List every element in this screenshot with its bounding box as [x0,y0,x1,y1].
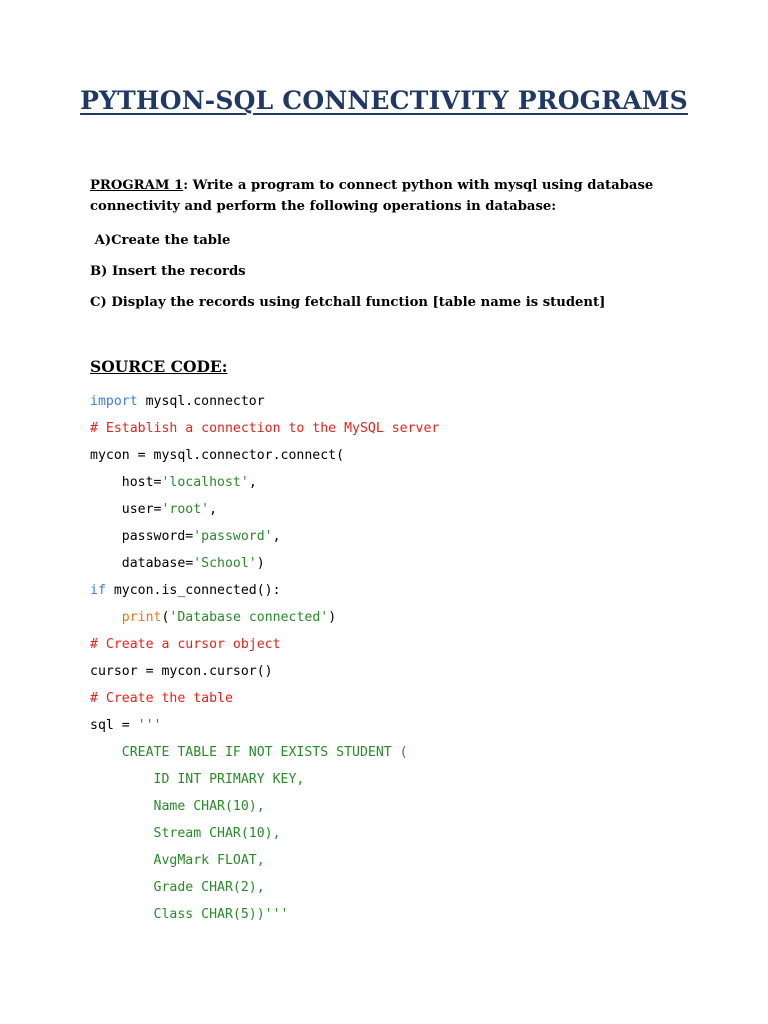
code-string: Stream CHAR(10), [90,826,281,841]
code-keyword: if [90,583,106,598]
code-line: host='localhost', [90,475,257,490]
program-description-line-2: connectivity and perform the following operations in database: [90,199,557,214]
code-line: password='password', [90,529,281,544]
code-line: database='School') [90,556,265,571]
program-text-1: : Write a program to connect python with mysql using database [183,178,654,193]
code-string: ID INT PRIMARY KEY, [90,772,305,787]
code-line: mycon = mysql.connector.connect( [90,448,345,463]
source-code-heading: SOURCE CODE: [90,357,228,376]
code-string: 'root' [161,502,210,517]
code-line: if mycon.is_connected(): [90,583,281,598]
code-line: user='root', [90,502,218,517]
code-line [90,847,439,874]
code-line: cursor = mycon.cursor() [90,664,273,679]
code-line [90,685,439,712]
code-string: Name CHAR(10), [90,799,265,814]
code-string: ''' [137,718,162,733]
page-title: PYTHON-SQL CONNECTIVITY PROGRAMS [80,86,688,115]
program-description-line-1 [90,178,653,193]
operation-item-c: C) Display the records using fetchall function [table name is student] [90,295,606,310]
code-string: CREATE TABLE IF NOT EXISTS STUDENT ( [90,745,408,760]
code-string: 'Database connected' [169,610,329,625]
code-line [90,631,439,658]
code-line [90,793,439,820]
code-line: print('Database connected') [121,610,337,625]
operation-item-a: A)Create the table [90,233,231,248]
code-line [90,766,439,793]
code-string: Grade CHAR(2), [90,880,265,895]
code-string: Class CHAR(5))''' [90,907,289,922]
code-line [90,874,439,901]
code-comment: # Create the table [90,691,233,706]
code-line: sql = ''' [90,718,162,733]
code-line [90,901,439,928]
code-keyword: import [90,394,138,409]
code-string: 'password' [193,529,273,544]
code-line: import mysql.connector [90,394,265,409]
code-comment: # Create a cursor object [90,637,281,652]
code-string: AvgMark FLOAT, [90,853,265,868]
code-line [90,415,439,442]
code-builtin: print [121,610,162,625]
code-line [90,739,439,766]
code-string: 'localhost' [161,475,249,490]
code-string: 'School' [193,556,257,571]
code-block [90,388,439,928]
program-label: PROGRAM 1 [90,178,184,193]
code-comment: # Establish a connection to the MySQL server [90,421,440,436]
operation-item-b: B) Insert the records [90,264,246,279]
code-line [90,820,439,847]
